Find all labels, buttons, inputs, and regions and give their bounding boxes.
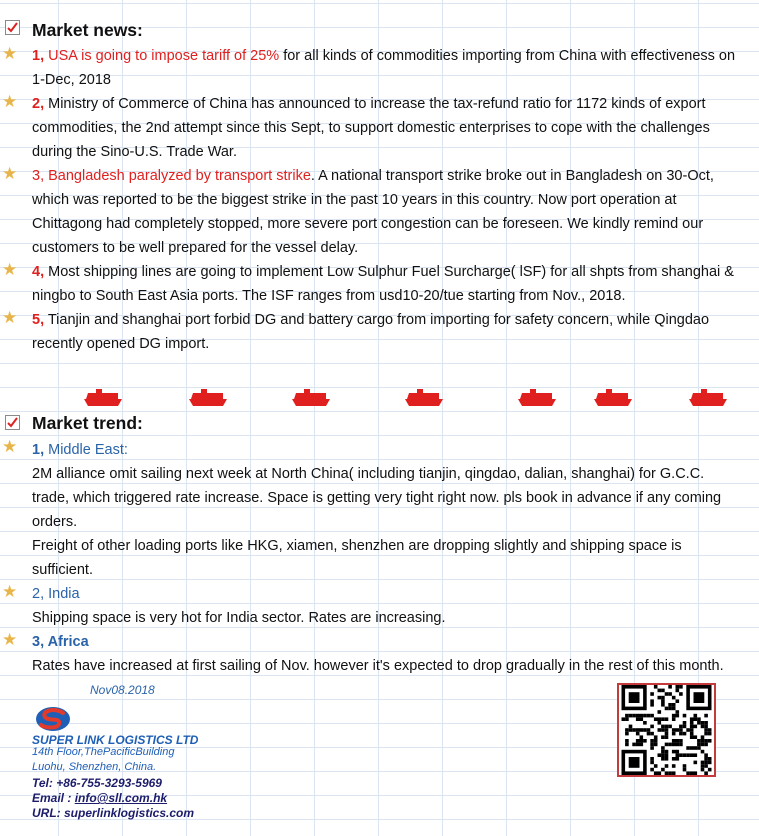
ship-icon (516, 385, 558, 407)
news-item-2: 2, Ministry of Commerce of China has announced to increase the tax-refund ratio for 1172 kinds of export (32, 96, 706, 112)
market-trend-heading: Market trend: (32, 413, 143, 433)
news-item-3-line: customers to be well prepared for the vessel delay. (32, 240, 359, 256)
checkbox-icon (5, 20, 20, 35)
trend-section-3-title: 3, Africa (32, 634, 89, 650)
trend-line: sufficient. (32, 562, 93, 578)
trend-line: Shipping space is very hot for India sector. Rates are increasing. (32, 610, 446, 626)
news-item-1-line: 1-Dec, 2018 (32, 72, 111, 88)
company-address-line-2: Luohu, Shenzhen, China. (32, 761, 157, 773)
news-item-3-line: Chittagong had completely stopped, more severe port congestion can be foreseen. We kindly remind our (32, 216, 704, 232)
company-phone: Tel: +86-755-3293-5969 (32, 776, 162, 790)
news-item-3: 3, Bangladesh paralyzed by transport strike. A national transport strike broke out in Bangladesh on 30-Oct, (32, 168, 714, 184)
trend-section-2-title: 2, India (32, 586, 80, 602)
news-item-2-line: during the Sino-U.S. Trade War. (32, 144, 237, 160)
ship-icon (290, 385, 332, 407)
star-icon: ★ (2, 308, 18, 327)
news-item-5-line: recently opened DG import. (32, 336, 210, 352)
company-name: SUPER LINK LOGISTICS LTD (32, 733, 199, 747)
report-date: Nov08.2018 (90, 683, 155, 697)
email-link[interactable]: info@sll.com.hk (74, 791, 168, 805)
trend-line: trade, which triggered rate increase. Space is getting very tight right now. pls book in advance if any coming (32, 490, 722, 506)
ship-icon (687, 385, 729, 407)
company-url[interactable]: URL: superlinklogistics.com (32, 806, 195, 820)
trend-line: Rates have increased at first sailing of Nov. however it's expected to drop gradually in the rest of this month. (32, 658, 724, 674)
ship-icon (403, 385, 445, 407)
star-icon: ★ (2, 260, 18, 279)
news-item-1: 1, USA is going to impose tariff of 25% for all kinds of commodities importing from China with effectiveness on (32, 48, 736, 64)
news-item-4: 4, Most shipping lines are going to implement Low Sulphur Fuel Surcharge( lSF) for all shpts from shanghai & (32, 264, 734, 280)
company-address-line-1: 14th Floor,ThePacificBuilding (32, 746, 175, 758)
star-icon: ★ (2, 630, 18, 649)
checkbox-icon (5, 415, 20, 430)
star-icon: ★ (2, 92, 18, 111)
news-item-5: 5, Tianjin and shanghai port forbid DG and battery cargo from importing for safety concern, while Qingdao (32, 312, 710, 328)
company-logo-icon (33, 705, 73, 733)
news-item-2-line: commodities, the 2nd attempt since this Sept, to support domestic enterprises to cope with the challenges (32, 120, 710, 136)
company-email: Email : info@sll.com.hk (32, 791, 168, 805)
qr-code-icon (619, 685, 714, 775)
star-icon: ★ (2, 164, 18, 183)
trend-section-1-title: 1, Middle East: (32, 442, 128, 458)
trend-line: 2M alliance omit sailing next week at North China( including tianjin, qingdao, dalian, shanghai) for G.C.C. (32, 466, 705, 482)
market-news-heading: Market news: (32, 20, 143, 40)
ship-icon (592, 385, 634, 407)
news-item-4-line: ningbo to South East Asia ports. The ISF ranges from usd10-20/tue starting from Nov., 2018. (32, 288, 626, 304)
star-icon: ★ (2, 44, 18, 63)
trend-line: orders. (32, 514, 78, 530)
star-icon: ★ (2, 437, 18, 456)
qr-code (617, 683, 716, 777)
star-icon: ★ (2, 582, 18, 601)
ship-icon (82, 385, 124, 407)
ship-icon (187, 385, 229, 407)
trend-line: Freight of other loading ports like HKG, xiamen, shenzhen are dropping slightly and shipping space is (32, 538, 682, 554)
news-item-3-line: which was reported to be the biggest strike in the past 10 years in this country. Now port operation at (32, 192, 677, 208)
